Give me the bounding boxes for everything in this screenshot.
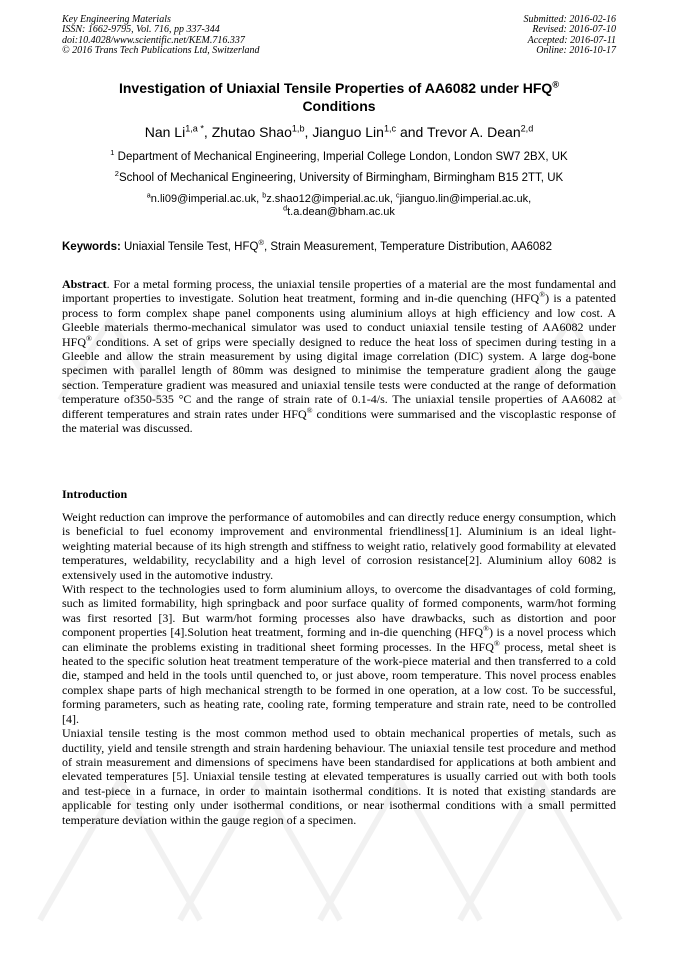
publication-dates: [524, 15, 617, 57]
abstract-label: Abstract: [62, 277, 107, 291]
email-link[interactable]: z.shao12@imperial.ac.uk,: [266, 193, 396, 205]
journal-name: Key Engineering Materials: [62, 14, 171, 25]
date-accepted: Accepted: 2016-07-11: [527, 34, 616, 46]
author-list: Nan $Li^{1,a *}$, Zhutao Shao$^{1,b}$, Jianguo Lin$^{1,c}$ and Trevor A. Dean$^{2,d}$: [144, 123, 534, 140]
title-line-1: Investigation of Uniaxial Tensile Properties of AA6082 under HFQ®: [118, 79, 560, 96]
journal-doi: doi:10.4028/www.scientific.net/KEM.716.337: [62, 34, 245, 46]
journal-copyright: © 2016 Trans Tech Publications Ltd, Switzerland: [62, 45, 260, 57]
abstract: [62, 277, 616, 435]
author-emails: [0, 193, 678, 219]
introduction-paragraph-1: Weight reduction can improve the performance of automobiles and can directly reduce energy consumption, which is beneficial to fuel economy improvement and environmental friendliness[1]. Aluminium is an ideal light-weighting material because of its high strength and stiffness to weight ratio, relatively good formability at elevated temperatures, weldability, recyclability and a high level of corrosion resistance[2]. Aluminium alloy 6082 is extensively used in the automotive industry.: [62, 510, 616, 582]
section-heading-introduction: Introduction: [62, 487, 128, 501]
introduction-paragraph-3: Uniaxial tensile testing is the most common method used to obtain mechanical properties of metals, such as ductility, yield and tensile strength and strain hardening behaviour. The uniaxial tensile test procedure and method of strain measurement and dimensions of specimens have been standardised for applications at both ambient and elevated temperatures [5]. Uniaxial tensile testing at elevated temperatures is usually carried out with both tools and test-piece in a furnace, in order to maintain isothermal conditions. It is noted that existing standards are applicable for testing only under isothermal conditions, or near isothermal conditions with a small permitted temperature deviation within the gauge region of a specimen.: [62, 726, 616, 827]
email-line-2: $^d$t.a.dean@bham.ac.uk: [283, 204, 395, 218]
affiliation-2: $^2$School of Mechanical Engineering, University of Birmingham, Birmingham B15 2TT, UK: [114, 169, 564, 184]
email-link[interactable]: jianguo.lin@imperial.ac.uk,: [399, 193, 532, 205]
introduction-body: [62, 510, 616, 827]
date-revised: Revised: 2016-07-10: [532, 24, 616, 36]
email-line-1: $^a$n.li09@imperial.ac.uk, $^b$z.shao12@imperial.ac.uk, $^c$jianguo.lin@imperial.ac.uk,: [146, 191, 532, 205]
author: Trevor A. Dean$^{2,d}$: [426, 123, 534, 140]
author: Zhutao Shao$^{1,b}$: [211, 123, 305, 140]
email-link[interactable]: n.li09@imperial.ac.uk,: [150, 193, 263, 205]
paper-title: [0, 79, 678, 115]
abstract-paragraph: Abstract. For a metal forming process, the uniaxial tensile properties of a material are the most fundamental and important properties to investigate. Solution heat treatment, forming and in-die quenching (HFQ®) is a patented process to form complex shape panel components using aluminium alloys at high efficiency and low cost. A Gleeble materials thermo-mechanical simulator was used to conduct uniaxial tensile testing of AA6082 under HFQ® conditions. A set of grips were specially designed to reduce the heat loss of specimen during testing in a Gleeble and allow the strain measurement by using digital image correlation (DIC) system. A large dog-bone specimen with parallel length of 80mm was designed to minimise the temperature gradient along the gauge section. Temperature gradient was measured and uniaxial tensile tests were conducted at the range of deformation temperature of350-535 °C and the range of strain rate of 0.1-4/s. The uniaxial tensile properties of AA6082 at different temperatures and strain rates under HFQ® conditions were summarised and the viscoplastic response of the material was discussed.: [62, 277, 616, 436]
author: Jianguo Lin$^{1,c}$: [312, 123, 397, 140]
introduction-paragraph-2: With respect to the technologies used to form aluminium alloys, to overcome the disadvantages of cold forming, such as limited formability, high springback and poor surface quality of formed components, warm/hot forming was first resorted [3]. But warm/hot forming processes also have drawbacks, such as distortion and poor component properties [4].Solution heat treatment, forming and in-die quenching (HFQ®) is a novel process which can eliminate the problems existing in traditional sheet forming processes. In the HFQ® process, metal sheet is heated to the specific solution heat treatment temperature of the work-piece material and then transferred to a cold die, stamped and held in the tools until quenched to, or just above, room temperature. This novel process enables complex shape parts of high mechanical strength to be formed in one operation, at a low cost. To be successful, forming parameters, such as heating rate, cooling rate, forming temperature and strain rate, need to be controlled [4].: [62, 582, 617, 726]
keywords: Keywords: Uniaxial Tensile Test, HFQ®, Strain Measurement, Temperature Distribution, AA6082: [62, 238, 553, 253]
title-line-2: Conditions: [302, 98, 376, 114]
keywords-label: Keywords:: [62, 241, 121, 253]
date-submitted: Submitted: 2016-02-16: [523, 14, 616, 25]
author: Nan $Li^{1,a *}$: [144, 123, 204, 140]
title-registered-mark: ®: [552, 79, 560, 90]
email-link[interactable]: t.a.dean@bham.ac.uk: [287, 206, 395, 218]
journal-info: [62, 15, 260, 57]
date-online: Online: 2016-10-17: [536, 45, 616, 57]
journal-issn: ISSN: 1662-9795, Vol. 716, pp 337-344: [62, 24, 220, 36]
affiliation-1: $^1$ Department of Mechanical Engineering, Imperial College London, London SW7 2BX, UK: [110, 148, 568, 163]
